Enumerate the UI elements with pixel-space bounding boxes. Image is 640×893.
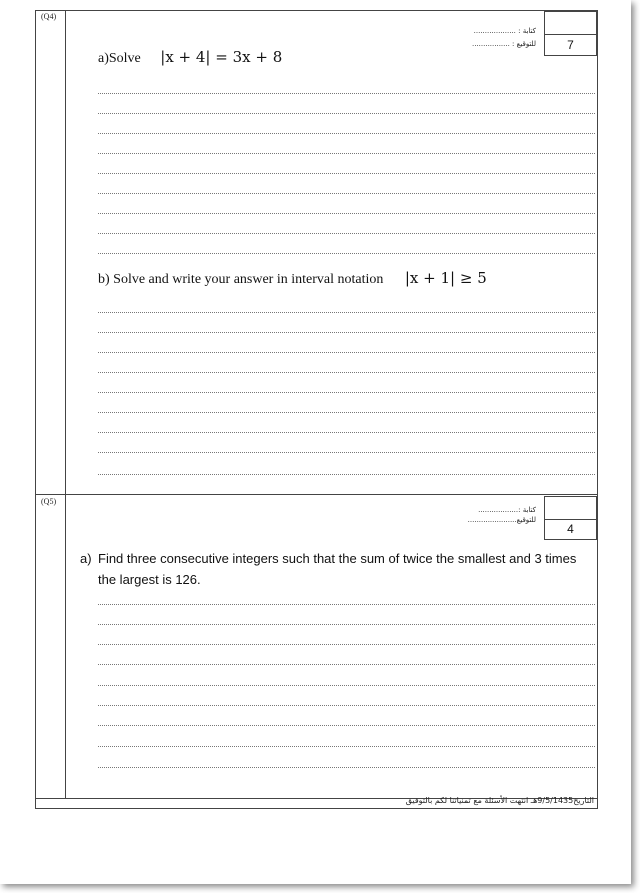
margin-line [65,10,66,798]
question-4-label: (Q4) [41,12,57,21]
question-4-score: 7 [567,38,574,52]
answer-line [98,624,595,625]
answer-line [98,133,595,134]
answer-line [98,312,595,313]
answer-line [98,664,595,665]
page-frame [35,10,598,809]
answer-line [98,685,595,686]
answer-line [98,644,595,645]
question-5-mark-box [544,496,597,540]
answer-line [98,452,595,453]
answer-line [98,746,595,747]
question-separator [35,494,598,495]
answer-line [98,767,595,768]
q4-part-b-inequality: |x + 1| ≥ 5 [404,269,487,287]
answer-line [98,725,595,726]
answer-line [98,332,595,333]
answer-line [98,213,595,214]
question-4-signature-field: للتوقيع : ................. [472,40,536,48]
answer-line [98,113,595,114]
q4-part-a-equation: |x + 4| = 3x + 8 [160,48,283,66]
answer-line [98,352,595,353]
q5-part-a-marker: a) [80,551,92,566]
question-4-written-field: كتابة : ................... [473,27,536,35]
q4-part-a-prefix: a)Solve [98,51,141,66]
question-5-written-field: كتابة :.................. [478,506,536,514]
question-4-mark-box [544,11,597,56]
answer-line [98,193,595,194]
q4-part-b [98,269,487,288]
footer-date-note: التاريخ9/5/1435هـ انتهت الأسئلة مع تمنياتنا لكم بالتوفيق [405,796,594,805]
answer-line [98,412,595,413]
question-5-score: 4 [567,522,574,536]
answer-line [98,253,595,254]
question-5-signature-field: للتوقيع...................... [467,516,536,524]
q4-part-b-prefix: b) Solve and write your answer in interval notation [98,272,384,287]
answer-line [98,173,595,174]
answer-line [98,432,595,433]
q5-part-a-text: Find three consecutive integers such that the sum of twice the smallest and 3 times the largest is 126. [98,551,577,587]
answer-line [98,93,595,94]
answer-line [98,372,595,373]
answer-line [98,474,595,475]
answer-line [98,153,595,154]
q5-part-a [80,548,595,590]
answer-line [98,233,595,234]
q4-part-a [98,48,282,67]
answer-line [98,604,595,605]
answer-line [98,392,595,393]
answer-line [98,705,595,706]
question-5-label: (Q5) [41,497,57,506]
